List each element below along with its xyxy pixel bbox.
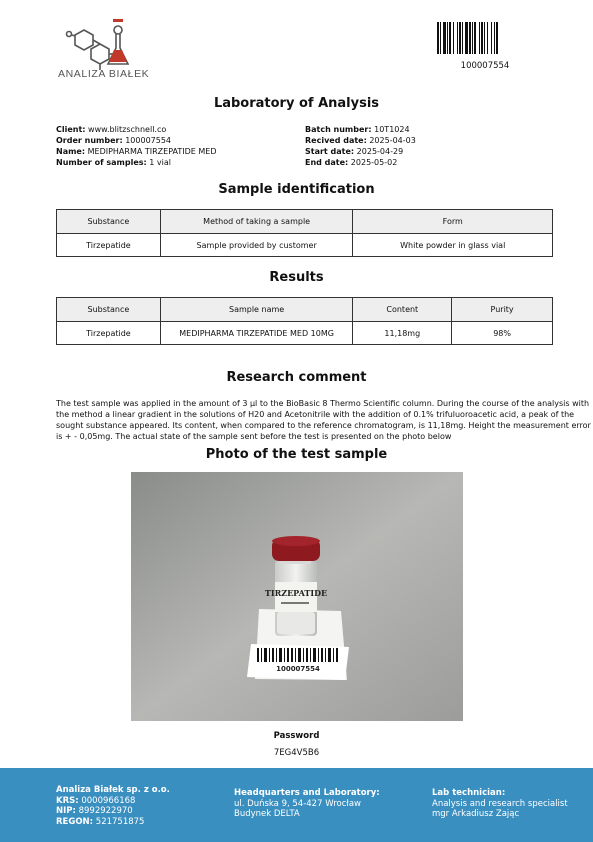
company-details: Analiza Białek sp. z o.o. KRS: 0000966168 NIP: 8992922970 REGON: 521751875 (56, 785, 170, 827)
nip-value: 8992922970 (78, 806, 133, 816)
table-row (57, 234, 553, 257)
page-title: Laboratory of Analysis (213, 96, 380, 111)
regon-value: 521751875 (95, 816, 145, 827)
barcode (437, 22, 533, 54)
password-label: Password (273, 731, 320, 741)
results-table (56, 297, 553, 345)
tech-role: Analysis and research specialist (432, 798, 568, 809)
column-header: Form (353, 210, 553, 234)
column-header: Substance (57, 210, 161, 234)
sample-photo (131, 472, 463, 721)
tech-label: Lab technician: (432, 788, 506, 798)
hq-label: Headquarters and Laboratory: (234, 788, 380, 798)
tech-name: mgr Arkadiusz Zając (432, 809, 520, 819)
logo-text: ANALIZA BIAŁEK (58, 68, 150, 80)
hq-address: ul. Duńska 9, 54-427 Wrocław (234, 798, 361, 809)
column-header: Method of taking a sample (160, 210, 353, 234)
column-header: Content (353, 298, 452, 322)
hq-building: Budynek DELTA (234, 809, 300, 819)
headquarters-details (234, 788, 380, 820)
table-cell: 98% (452, 322, 553, 345)
footer (0, 768, 593, 842)
received-date-value: 2025-04-03 (369, 136, 416, 145)
client-value: www.blitzschnell.co (88, 125, 167, 134)
table-cell: Tirzepatide (57, 234, 161, 257)
table-header-row (57, 298, 553, 322)
column-header: Purity (452, 298, 553, 322)
results-heading: Results (269, 270, 324, 285)
company-name: Analiza Białek sp. z o.o. (56, 785, 170, 795)
samples-value: 1 vial (149, 158, 171, 167)
client-info: Client: www.blitzschnell.co Order number: 100007554 Name: MEDIPHARMA TIRZEPATIDE MED Number of samples: 1 vial (56, 125, 217, 167)
batch-info: Batch number: 10T1024 Recived date: 2025-04-03 Start date: 2025-04-29 End date: 2025-05-02 (305, 125, 416, 167)
column-header: Substance (57, 298, 161, 322)
vial-label-text: TIRZEPATIDE (264, 588, 328, 598)
table-cell: MEDIPHARMA TIRZEPATIDE MED 10MG (160, 322, 353, 345)
photo-heading: Photo of the test sample (205, 447, 388, 462)
table-cell: 11,18mg (353, 322, 452, 345)
table-header-row (57, 210, 553, 234)
vial-barcode-number: 100007554 (276, 665, 320, 673)
password-value: 7EG4V5B6 (273, 748, 320, 758)
krs-value: 0000966168 (81, 795, 136, 806)
research-comment-text: The test sample was applied in the amount of 3 µl to the BioBasic 8 Thermo Scientific column. During the course of the analysis with the method a linear gradient in the solutions of H20 and Acetonitrile with the addition of 0.1% trifuluoroacetic acid, a peak of the sought substance appeared. Its content, when compared to the reference chromatogram, is 11,18mg. Height the measurement error is + - 0,05mg. The actual state of the sample sent before the test is presented on the photo below (56, 399, 591, 441)
batch-number-value: 10T1024 (374, 125, 410, 134)
barcode-bar (498, 22, 499, 54)
lab-technician-details (432, 788, 568, 820)
table-cell: White powder in glass vial (353, 234, 553, 257)
barcode-number: 100007554 (460, 61, 510, 71)
table-row (57, 322, 553, 345)
sample-identification-table (56, 209, 553, 257)
start-date-value: 2025-04-29 (356, 147, 404, 156)
order-number-value: 100007554 (125, 136, 172, 145)
research-comment-heading: Research comment (226, 370, 367, 385)
sample-identification-heading: Sample identification (218, 182, 375, 197)
table-cell: Tirzepatide (57, 322, 161, 345)
column-header: Sample name (160, 298, 353, 322)
name-value: MEDIPHARMA TIRZEPATIDE MED (87, 147, 217, 156)
table-cell: Sample provided by customer (160, 234, 353, 257)
end-date-value: 2025-05-02 (350, 158, 398, 167)
